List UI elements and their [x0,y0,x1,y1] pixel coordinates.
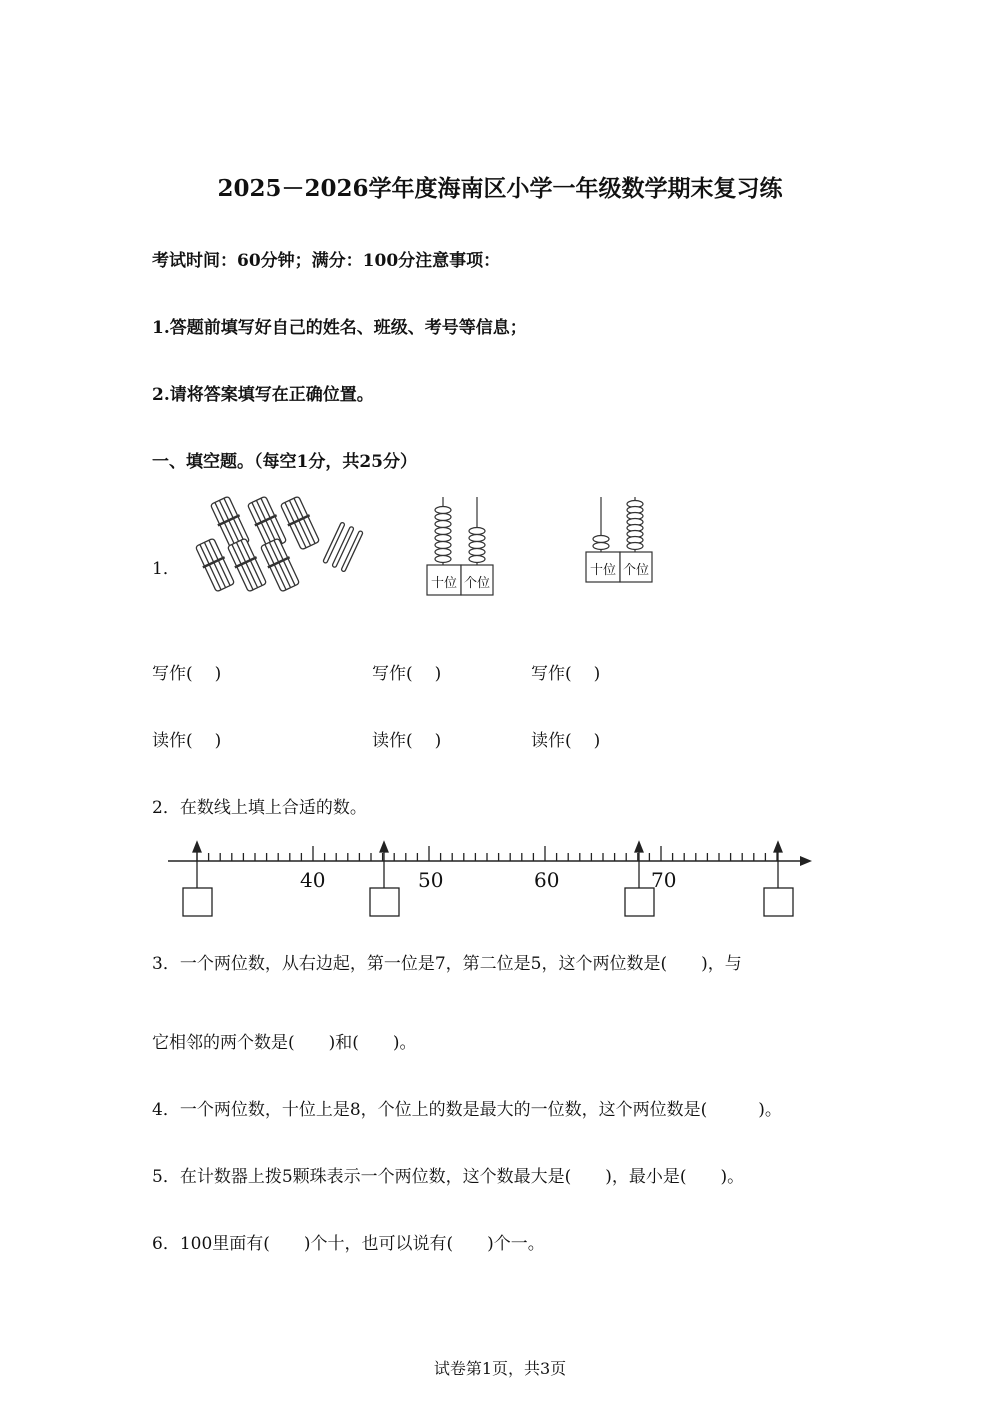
write-as-2: 写作( ) [372,664,442,684]
abacus-2-ones-label: 个位 [622,563,649,578]
abacus-1-tens-label: 十位 [430,576,457,591]
read-as-3: 读作( ) [531,731,601,751]
note-2: 2.请将答案填写在正确位置。 [152,385,374,405]
answer-box-4 [764,888,793,916]
abacus-2-tens-label: 十位 [589,563,616,578]
read-as-1: 读作( ) [152,731,222,751]
answer-box-2 [370,888,399,916]
answer-box-3 [625,888,654,916]
q5-text: 5．在计数器上拨5颗珠表示一个两位数，这个数最大是( )，最小是( )。 [152,1167,745,1187]
q3-line-1: 3．一个两位数，从右边起，第一位是7，第二位是5，这个两位数是( )，与 [152,954,742,974]
tick-label-60: 60 [534,868,560,892]
q6-text: 6．100里面有( )个十，也可以说有( )个一。 [152,1234,545,1254]
q4-text: 4．一个两位数，十位上是8，个位上的数是最大的一位数，这个两位数是( )。 [152,1100,782,1120]
note-1: 1.答题前填写好自己的姓名、班级、考号等信息； [152,318,527,338]
read-as-2: 读作( ) [372,731,442,751]
write-as-3: 写作( ) [531,664,601,684]
section-1-heading: 一、填空题。（每空1分，共25分） [152,452,417,472]
abacus-1-ones-label: 个位 [463,576,490,591]
q1-number: 1． [152,559,180,579]
tick-label-50: 50 [418,868,444,892]
page-footer: 试卷第1页，共3页 [433,1359,567,1378]
write-as-1: 写作( ) [152,664,222,684]
q3-line-2: 它相邻的两个数是( )和( )。 [152,1033,417,1053]
tick-label-70: 70 [651,868,677,892]
tick-label-40: 40 [300,868,326,892]
page-title: 2025－2026学年度海南区小学一年级数学期末复习练 [217,175,783,202]
exam-info: 考试时间：60分钟；满分：100分注意事项： [152,251,501,271]
q2-text: 2．在数线上填上合适的数。 [152,798,367,818]
answer-box-1 [183,888,212,916]
